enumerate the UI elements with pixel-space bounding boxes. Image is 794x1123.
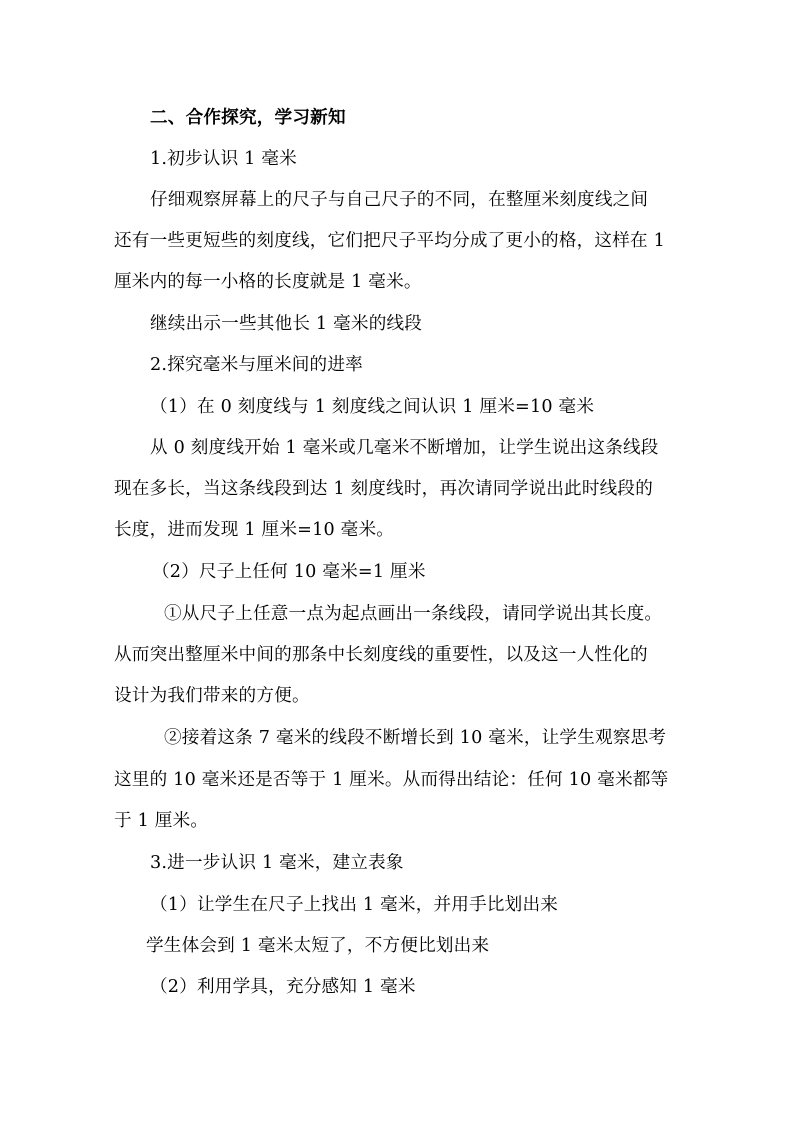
p1-body-line: 厘米内的每一小格的长度就是 1 毫米。 — [114, 272, 422, 292]
p2-sub1: （1）在 0 刻度线与 1 刻度线之间认识 1 厘米=10 毫米 — [150, 397, 595, 417]
p2-sub1-body-line: 从 0 刻度线开始 1 毫米或几毫米不断增加，让学生说出这条线段 — [150, 438, 659, 458]
p2-sub2-item1-line: ①从尺子上任意一点为起点画出一条线段，请同学说出其长度。 — [164, 604, 663, 624]
p2-sub2-item2-line: 于 1 厘米。 — [114, 811, 209, 831]
p1-body-line: 仔细观察屏幕上的尺子与自己尺子的不同，在整厘米刻度线之间 — [150, 190, 649, 210]
p1-note: 继续出示一些其他长 1 毫米的线段 — [150, 314, 423, 334]
p2-sub1-body-line: 现在多长，当这条线段到达 1 刻度线时，再次请同学说出此时线段的 — [114, 479, 654, 499]
p3-sub1-body: 学生体会到 1 毫米太短了，不方便比划出来 — [146, 936, 490, 956]
p2-sub2-item1-line: 设计为我们带来的方便。 — [114, 686, 310, 706]
p3-title: 3.进一步认识 1 毫米，建立表象 — [150, 853, 404, 873]
p2-sub2-item2-line: 这里的 10 毫米还是否等于 1 厘米。从而得出结论：任何 10 毫米都等 — [114, 770, 669, 790]
p2-sub1-body-line: 长度，进而发现 1 厘米=10 毫米。 — [114, 520, 395, 540]
p1-title: 1.初步认识 1 毫米 — [150, 149, 297, 169]
section-heading: 二、合作探究，学习新知 — [150, 107, 346, 128]
p2-sub2-item1-line: 从而突出整厘米中间的那条中长刻度线的重要性，以及这一人性化的 — [114, 645, 648, 665]
p1-body-line: 还有一些更短些的刻度线，它们把尺子平均分成了更小的格，这样在 1 — [114, 231, 666, 251]
p2-sub2: （2）尺子上任何 10 毫米=1 厘米 — [152, 562, 426, 582]
p2-title: 2.探究毫米与厘米间的进率 — [150, 355, 363, 375]
p3-sub2: （2）利用学具，充分感知 1 毫米 — [150, 977, 416, 997]
p2-sub2-item2-line: ②接着这条 7 毫米的线段不断增长到 10 毫米，让学生观察思考 — [164, 728, 667, 748]
p3-sub1: （1）让学生在尺子上找出 1 毫米，并用手比划出来 — [150, 895, 559, 915]
